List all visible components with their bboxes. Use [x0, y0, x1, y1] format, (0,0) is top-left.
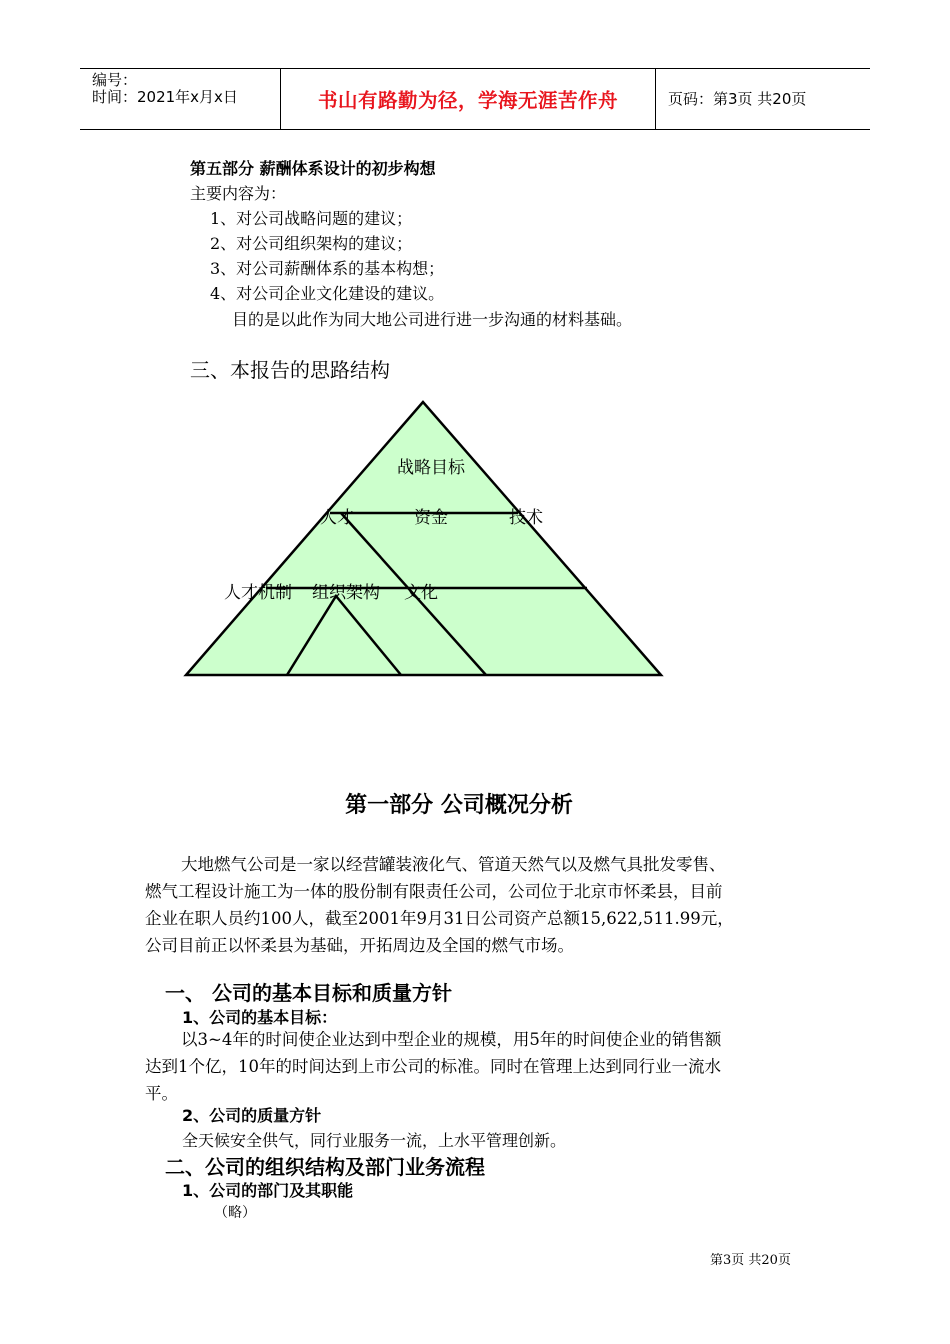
motto-text: 书山有路勤为径，学海无涯苦作舟 [317, 89, 618, 112]
intro-line: 企业在职人员约100人，截至2001年9月31日公司资产总额15,622,511.99元， [145, 909, 734, 928]
intro-line: 公司目前正以怀柔县为基础，开拓周边及全国的燃气市场。 [145, 936, 574, 955]
section2-heading: 二、公司的组织结构及部门业务流程 [165, 1155, 485, 1179]
diagram-label-technology: 技术 [509, 508, 543, 528]
body-line: 达到1个亿，10年的时间达到上市公司的标准。同时在管理上达到同行业一流水 [145, 1057, 721, 1076]
strategy-pyramid-diagram [0, 390, 950, 710]
diagram-label-strategy: 战略目标 [397, 458, 465, 478]
part5-item: 1、对公司战略问题的建议； [210, 209, 413, 228]
section1-heading: 一、 公司的基本目标和质量方针 [165, 981, 452, 1005]
part5-intro: 主要内容为： [190, 184, 287, 203]
page-header [80, 68, 870, 130]
page-footer: 第3页 共20页 [710, 1253, 791, 1268]
time-label: 时间：2021年x月x日 [92, 88, 238, 106]
subsection1-body [145, 1026, 825, 1107]
intro-line: 燃气工程设计施工为一体的股份制有限责任公司，公司位于北京市怀柔县，目前 [145, 882, 723, 901]
diagram-label-capital: 资金 [414, 508, 448, 528]
part5-item: 2、对公司组织架构的建议； [210, 234, 413, 253]
diagram-label-talent-mechanism: 人才机制 [224, 583, 292, 603]
part5-title: 第五部分 薪酬体系设计的初步构想 [190, 159, 436, 178]
subsection3-heading: 1、公司的部门及其职能 [182, 1181, 354, 1200]
part5-item: 4、对公司企业文化建设的建议。 [210, 284, 445, 303]
part1-title: 第一部分 公司概况分析 [345, 793, 573, 818]
body-line: 以3~4年的时间使企业达到中型企业的规模，用5年的时间使企业的销售额 [181, 1030, 722, 1049]
subsection1-heading: 1、公司的基本目标： [182, 1008, 338, 1027]
body-line: 平。 [145, 1084, 178, 1103]
header-motto-cell [280, 69, 656, 129]
part5-purpose: 目的是以此作为同大地公司进行进一步沟通的材料基础。 [232, 310, 633, 329]
part1-intro [145, 851, 825, 959]
part5-item: 3、对公司薪酬体系的基本构想； [210, 259, 445, 278]
header-meta-cell [80, 69, 280, 129]
number-label: 编号： [92, 71, 138, 89]
diagram-label-organization: 组织架构 [312, 583, 380, 603]
pyramid-body [186, 402, 661, 675]
subsection2-body: 全天候安全供气，同行业服务一流，上水平管理创新。 [182, 1131, 567, 1150]
omitted-note: （略） [214, 1205, 256, 1221]
header-page-cell [656, 69, 870, 129]
subsection2-heading: 2、公司的质量方针 [182, 1106, 322, 1125]
page-code: 页码：第3页 共20页 [668, 90, 807, 108]
diagram-label-culture: 文化 [404, 583, 438, 603]
section3-heading: 三、本报告的思路结构 [190, 358, 390, 382]
intro-line: 大地燃气公司是一家以经营罐装液化气、管道天然气以及燃气具批发零售、 [181, 855, 726, 874]
diagram-label-talent: 人才 [320, 508, 354, 528]
